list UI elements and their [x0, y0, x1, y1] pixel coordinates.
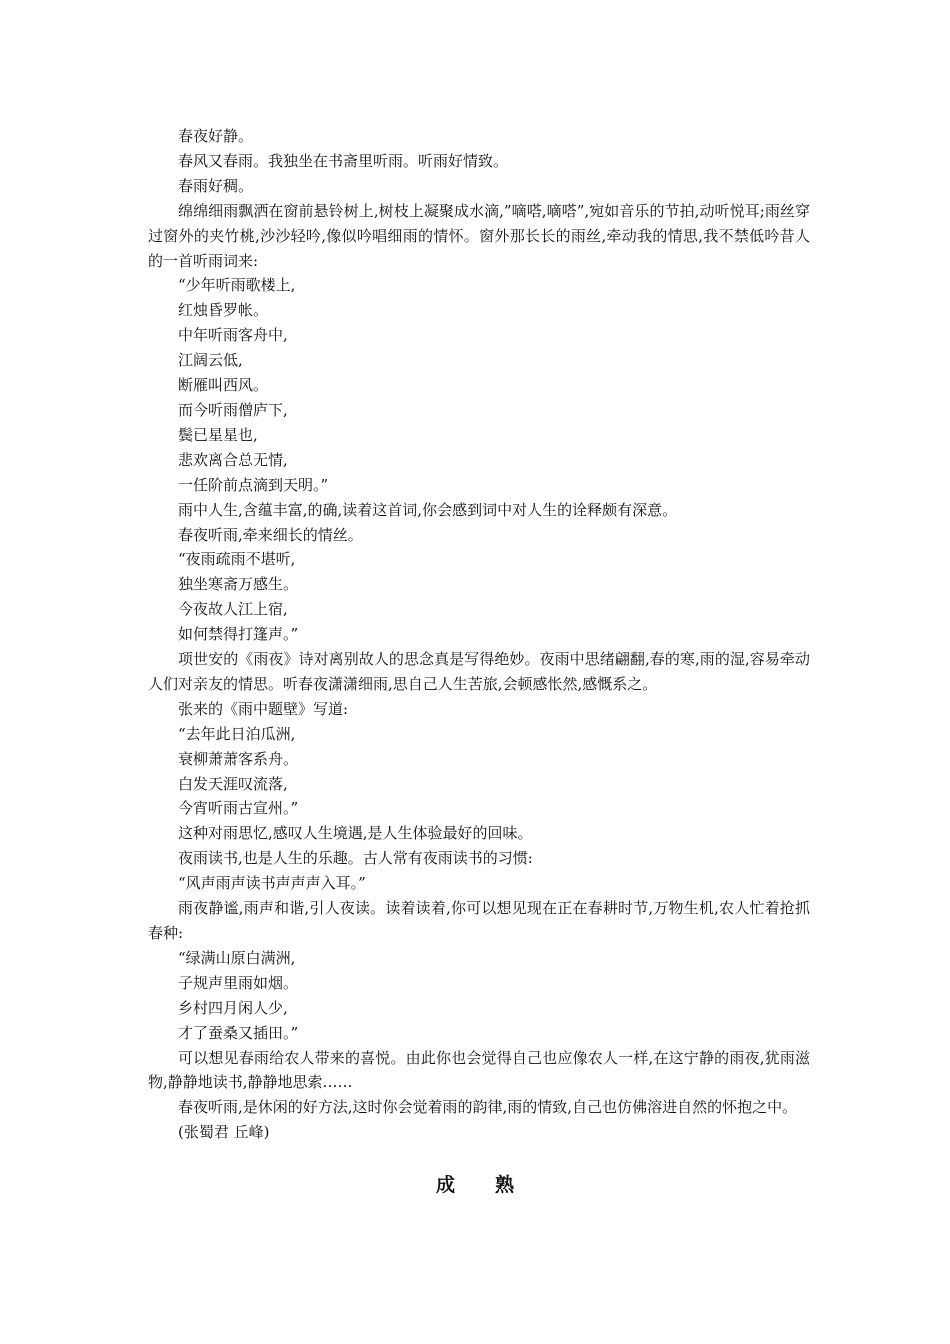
poem-line: 才了蚕桑又插田。” [178, 1023, 299, 1042]
article-body [148, 124, 810, 1145]
text-line: 这种对雨思忆,感叹人生境遇,是人生体验最好的回味。 [178, 824, 533, 843]
text-line: 夜雨读书,也是人生的乐趣。古人常有夜雨读书的习惯: [178, 849, 533, 868]
text-line: 春夜好静。 [178, 127, 254, 145]
poem-line: 红烛昏罗帐。 [178, 301, 269, 320]
poem-line: 而今听雨僧庐下, [178, 400, 288, 419]
poem-line: “绿满山原白满洲, [178, 948, 296, 967]
poem-line: 独坐寒斋万感生。 [178, 575, 299, 594]
poem-line: 一任阶前点滴到天明。” [178, 475, 329, 494]
paragraph: 可以想见春雨给农人带来的喜悦。由此你也会觉得自己也应像农人一样,在这宁静的雨夜,犹雨滋物,静静地读书,静静地思索…… [148, 1048, 810, 1092]
poem-line: 如何禁得打篷声。” [178, 625, 299, 644]
author-byline: (张蜀君 丘峰) [178, 1123, 270, 1142]
poem-line: “少年听雨歌楼上, [178, 276, 296, 295]
poem-line: 子规声里雨如烟。 [178, 973, 299, 992]
poem-line: 悲欢离合总无情, [178, 450, 288, 469]
paragraph: 雨夜静谧,雨声和谐,引人夜读。读着读着,你可以想见现在正在春耕时节,万物生机,农人忙着抢抓春种: [148, 899, 810, 942]
poem-line: 断雁叫西风。 [178, 376, 269, 395]
paragraph: 春夜听雨,是休闲的好方法,这时你会觉着雨的韵律,雨的情致,自己也仿佛溶进自然的怀抱之中。 [178, 1098, 798, 1117]
poem-line: 衰柳萧萧客系舟。 [178, 749, 299, 768]
poem-line: 江阔云低, [178, 351, 243, 370]
poem-line: 鬓已星星也, [178, 425, 258, 444]
text-line: 春雨好稠。 [178, 176, 254, 195]
text-line: 春风又春雨。我独坐在书斋里听雨。听雨好情致。 [178, 151, 509, 170]
paragraph: 项世安的《雨夜》诗对离别故人的思念真是写得绝妙。夜雨中思绪翩翻,春的寒,雨的湿,容易牵动人们对亲友的情思。听春夜潇潇细雨,思自己人生苦旅,会顿感怅然,感慨系之。 [148, 650, 810, 693]
poem-line: 中年听雨客舟中, [178, 326, 288, 345]
text-line: 春夜听雨,牵来细长的情丝。 [178, 525, 363, 544]
paragraph: 绵绵细雨飘洒在窗前悬铃树上,树枝上凝聚成水滴,”嘀嗒,嘀嗒”,宛如音乐的节拍,动听悦耳;雨丝穿过窗外的夹竹桃,沙沙轻吟,像似吟唱细雨的情怀。窗外那长长的雨丝,牵动我的情思,我不禁低吟昔人的一首听雨词来: [148, 201, 810, 270]
poem-line: 乡村四月闲人少, [178, 998, 288, 1017]
poem-line: 今宵听雨古宣州。” [178, 799, 299, 818]
text-line: 张来的《雨中题壁》写道: [178, 699, 349, 718]
poem-line: “风声雨声读书声声声入耳。” [178, 874, 366, 893]
text-line: 雨中人生,含蕴丰富,的确,读着这首词,你会感到词中对人生的诠释颇有深意。 [178, 500, 678, 519]
poem-line: 今夜故人江上宿, [178, 600, 288, 619]
poem-line: “去年此日泊瓜洲, [178, 724, 296, 743]
poem-line: “夜雨疏雨不堪听, [178, 550, 296, 569]
next-article-title: 成熟 [435, 1174, 554, 1196]
poem-line: 白发天涯叹流落, [178, 774, 288, 793]
